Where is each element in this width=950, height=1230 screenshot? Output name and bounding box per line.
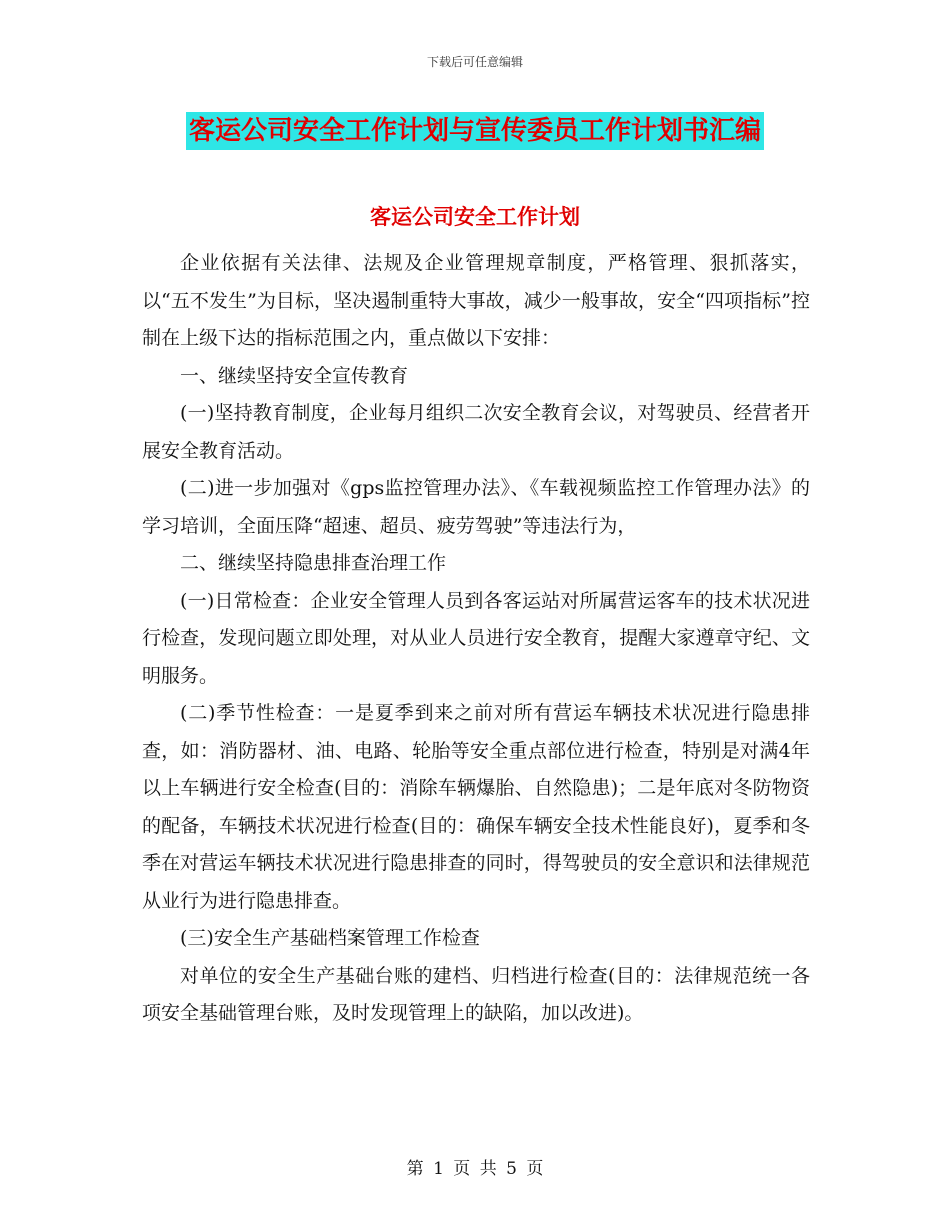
heading-hazard-inspection: 二、继续坚持隐患排查治理工作 bbox=[180, 552, 447, 574]
paragraph-archive-inspection: 对单位的安全生产基础台账的建档、归档进行检查(目的：法律规范统一各项安全基础管理台账，及时发现管理上的缺陷，加以改进)。 bbox=[142, 964, 810, 1024]
paragraph-gps-training: (二)进一步加强对《gps监控管理办法》、《车载视频监控工作管理办法》的学习培训，全面压降“超速、超员、疲劳驾驶”等违法行为， bbox=[142, 477, 810, 537]
page-number-footer: 第 1 页 共 5 页 bbox=[406, 1159, 544, 1179]
paragraph-daily-inspection: (一)日常检查：企业安全管理人员到各客运站对所属营运客车的技术状况进行检查，发现问题立即处理，对从业人员进行安全教育，提醒大家遵章守纪、文明服务。 bbox=[142, 589, 810, 687]
section-title: 客运公司安全工作计划 bbox=[370, 205, 580, 229]
document-title-container bbox=[0, 112, 950, 150]
heading-safety-education: 一、继续坚持安全宣传教育 bbox=[180, 364, 409, 387]
page-header-note: 下载后可任意编辑 bbox=[426, 55, 523, 69]
paragraph-seasonal-inspection: (二)季节性检查：一是夏季到来之前对所有营运车辆技术状况进行隐患排查，如：消防器材、油、电路、轮胎等安全重点部位进行检查，特别是对满4年以上车辆进行安全检查(目的：消除车辆爆胎、自然隐患)；二是年底对冬防物资的配备，车辆技术状况进行检查(目的：确保车辆安全技术性能良好)，夏季和冬季在对营运车辆技术状况进行隐患排查的同时，得驾驶员的安全意识和法律规范从业行为进行隐患排查。 bbox=[142, 702, 810, 912]
paragraph-intro: 企业依据有关法律、法规及企业管理规章制度，严格管理、狠抓落实，以“五不发生”为目标，坚决遏制重特大事故，减少一般事故，安全“四项指标”控制在上级下达的指标范围之内，重点做以下安排： bbox=[142, 252, 810, 349]
paragraph-education-system: (一)坚持教育制度，企业每月组织二次安全教育会议，对驾驶员、经营者开展安全教育活动。 bbox=[142, 402, 810, 462]
heading-archive-inspection: (三)安全生产基础档案管理工作检查 bbox=[180, 927, 480, 949]
document-title: 客运公司安全工作计划与宣传委员工作计划书汇编 bbox=[186, 112, 764, 150]
document-body bbox=[142, 245, 810, 1033]
